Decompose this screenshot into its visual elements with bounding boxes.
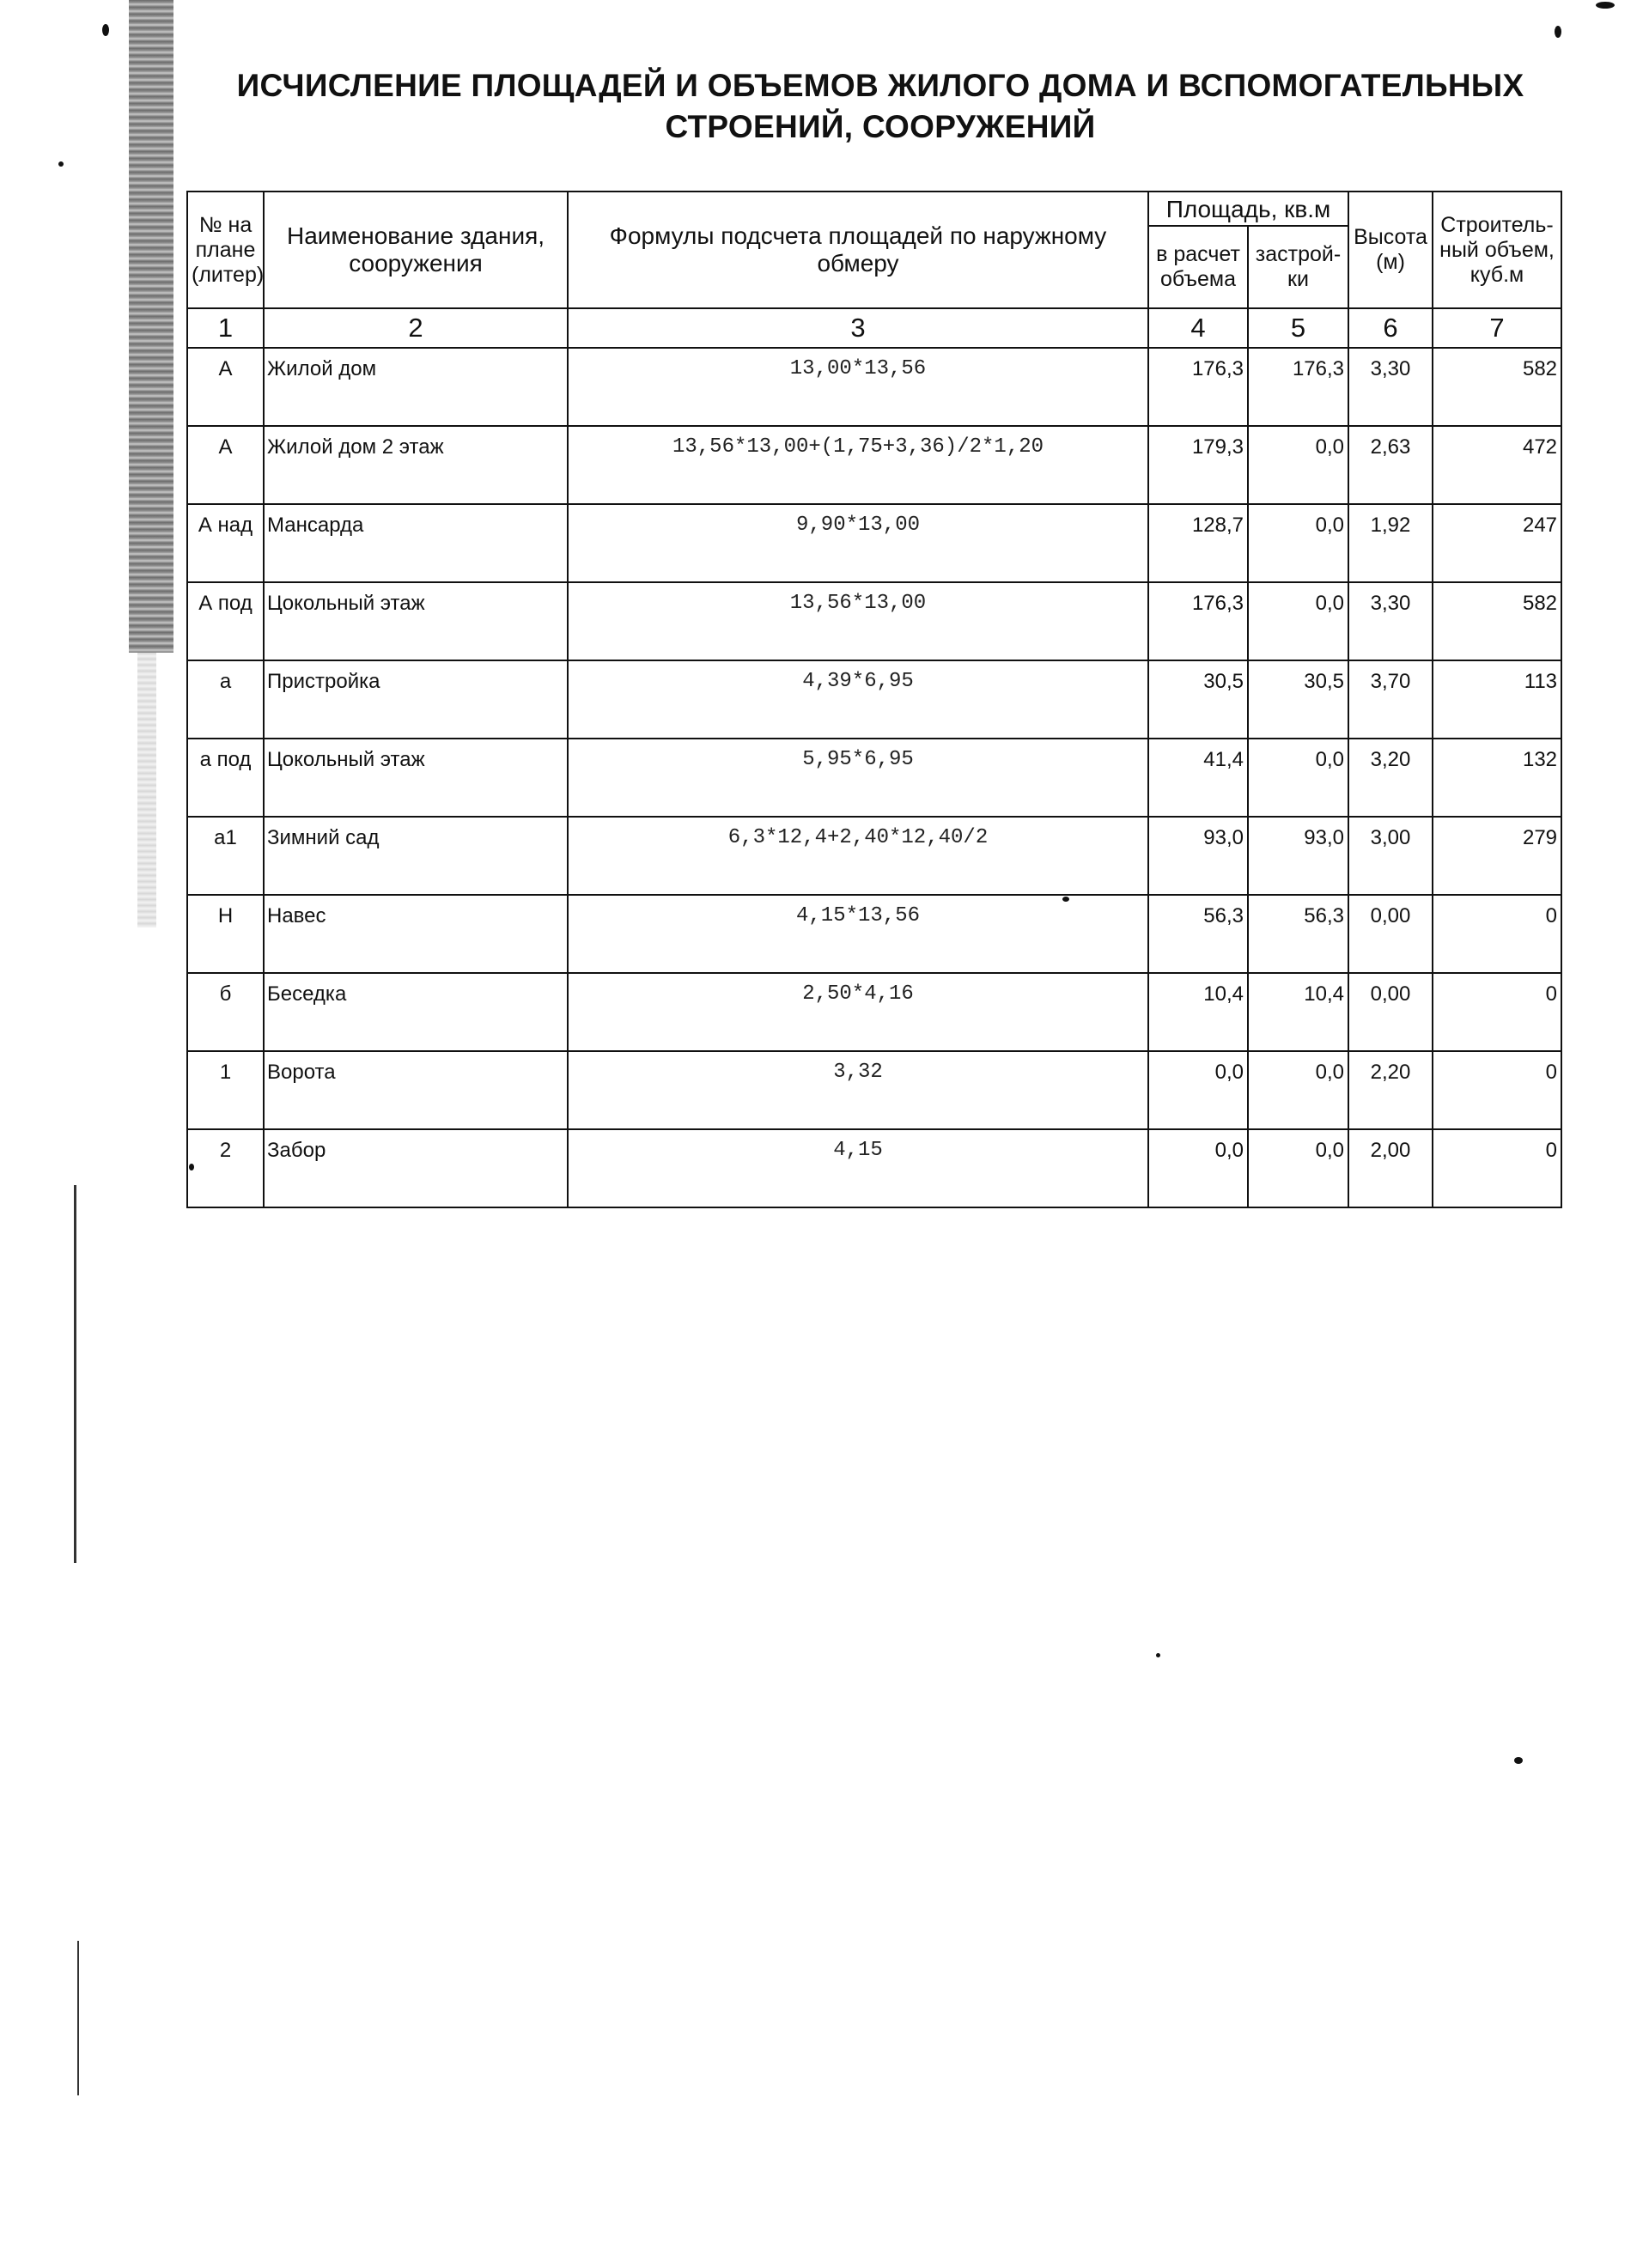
cell-name: Забор	[264, 1129, 568, 1207]
table-row	[187, 973, 1561, 1051]
cell-area-built: 0,0	[1248, 504, 1348, 582]
cell-area-built: 10,4	[1248, 973, 1348, 1051]
cell-volume: 247	[1433, 504, 1561, 582]
header-formula: Формулы подсчета площадей по наружному обмеру	[568, 192, 1148, 308]
cell-litera: а	[187, 660, 264, 739]
table-row	[187, 817, 1561, 895]
cell-area-volume: 128,7	[1148, 504, 1248, 582]
table-row	[187, 895, 1561, 973]
cell-height: 2,00	[1348, 1129, 1433, 1207]
cell-litera: А под	[187, 582, 264, 660]
scan-artifact-line	[74, 1185, 76, 1563]
cell-name: Зимний сад	[264, 817, 568, 895]
cell-formula: 6,3*12,4+2,40*12,40/2	[568, 817, 1148, 895]
cell-name: Мансарда	[264, 504, 568, 582]
cell-volume: 113	[1433, 660, 1561, 739]
cell-height: 0,00	[1348, 895, 1433, 973]
cell-volume: 279	[1433, 817, 1561, 895]
cell-formula: 13,56*13,00	[568, 582, 1148, 660]
cell-litera: 1	[187, 1051, 264, 1129]
header-height: Высота (м)	[1348, 192, 1433, 308]
scan-speck	[1514, 1757, 1523, 1764]
scan-shadow	[129, 0, 173, 653]
cell-area-built: 0,0	[1248, 426, 1348, 504]
cell-height: 3,70	[1348, 660, 1433, 739]
cell-formula: 3,32	[568, 1051, 1148, 1129]
column-number: 6	[1348, 308, 1433, 348]
header-name: Наименование здания, сооружения	[264, 192, 568, 308]
scan-speck	[58, 161, 64, 167]
cell-area-volume: 93,0	[1148, 817, 1248, 895]
cell-volume: 0	[1433, 973, 1561, 1051]
scan-speck	[1555, 26, 1561, 38]
cell-area-volume: 0,0	[1148, 1129, 1248, 1207]
cell-area-built: 176,3	[1248, 348, 1348, 426]
cell-area-built: 93,0	[1248, 817, 1348, 895]
cell-litera: А	[187, 426, 264, 504]
column-number: 4	[1148, 308, 1248, 348]
page-title: ИСЧИСЛЕНИЕ ПЛОЩАДЕЙ И ОБЪЕМОВ ЖИЛОГО ДОМА И ВСПОМОГАТЕЛЬНЫХ СТРОЕНИЙ, СООРУЖЕНИЙ	[236, 68, 1524, 144]
cell-area-built: 0,0	[1248, 1129, 1348, 1207]
cell-height: 2,20	[1348, 1051, 1433, 1129]
cell-height: 3,00	[1348, 817, 1433, 895]
scan-speck	[102, 24, 109, 36]
cell-area-volume: 41,4	[1148, 739, 1248, 817]
cell-formula: 5,95*6,95	[568, 739, 1148, 817]
cell-area-volume: 176,3	[1148, 348, 1248, 426]
table-row	[187, 582, 1561, 660]
header-area-volume: в расчет объема	[1148, 226, 1248, 308]
cell-litera: 2	[187, 1129, 264, 1207]
table-row	[187, 1129, 1561, 1207]
header-litera: № на плане (литер)	[187, 192, 264, 308]
cell-volume: 582	[1433, 348, 1561, 426]
cell-area-built: 56,3	[1248, 895, 1348, 973]
scan-speck	[1596, 2, 1615, 9]
cell-area-volume: 179,3	[1148, 426, 1248, 504]
header-area-group: Площадь, кв.м	[1148, 192, 1348, 226]
cell-name: Жилой дом	[264, 348, 568, 426]
cell-height: 3,20	[1348, 739, 1433, 817]
cell-height: 3,30	[1348, 348, 1433, 426]
column-number: 3	[568, 308, 1148, 348]
cell-formula: 4,39*6,95	[568, 660, 1148, 739]
scan-speck	[1156, 1653, 1160, 1657]
cell-area-volume: 56,3	[1148, 895, 1248, 973]
cell-name: Беседка	[264, 973, 568, 1051]
cell-area-built: 0,0	[1248, 1051, 1348, 1129]
cell-name: Пристройка	[264, 660, 568, 739]
table-row	[187, 660, 1561, 739]
cell-formula: 13,56*13,00+(1,75+3,36)/2*1,20	[568, 426, 1148, 504]
cell-litera: а1	[187, 817, 264, 895]
cell-height: 0,00	[1348, 973, 1433, 1051]
cell-litera: б	[187, 973, 264, 1051]
cell-area-built: 0,0	[1248, 582, 1348, 660]
cell-volume: 0	[1433, 895, 1561, 973]
cell-name: Навес	[264, 895, 568, 973]
cell-litera: Н	[187, 895, 264, 973]
cell-formula: 2,50*4,16	[568, 973, 1148, 1051]
cell-height: 2,63	[1348, 426, 1433, 504]
table-row	[187, 1051, 1561, 1129]
cell-name: Жилой дом 2 этаж	[264, 426, 568, 504]
cell-volume: 0	[1433, 1051, 1561, 1129]
cell-formula: 4,15*13,56	[568, 895, 1148, 973]
table-row	[187, 426, 1561, 504]
cell-area-volume: 30,5	[1148, 660, 1248, 739]
column-number: 1	[187, 308, 264, 348]
cell-height: 3,30	[1348, 582, 1433, 660]
column-number: 5	[1248, 308, 1348, 348]
cell-height: 1,92	[1348, 504, 1433, 582]
cell-area-volume: 0,0	[1148, 1051, 1248, 1129]
cell-area-built: 30,5	[1248, 660, 1348, 739]
area-volume-table	[186, 191, 1562, 1208]
cell-formula: 9,90*13,00	[568, 504, 1148, 582]
table-row	[187, 504, 1561, 582]
cell-litera: А над	[187, 504, 264, 582]
scan-artifact-line	[77, 1941, 79, 2095]
cell-area-volume: 10,4	[1148, 973, 1248, 1051]
header-volume: Строитель-ный объем, куб.м	[1433, 192, 1561, 308]
scan-shadow-lower	[137, 653, 156, 927]
column-number: 7	[1433, 308, 1561, 348]
cell-name: Цокольный этаж	[264, 582, 568, 660]
cell-litera: а под	[187, 739, 264, 817]
table-row	[187, 348, 1561, 426]
cell-formula: 13,00*13,56	[568, 348, 1148, 426]
table-row	[187, 739, 1561, 817]
header-area-built: застрой-ки	[1248, 226, 1348, 308]
cell-volume: 472	[1433, 426, 1561, 504]
cell-volume: 582	[1433, 582, 1561, 660]
cell-volume: 0	[1433, 1129, 1561, 1207]
cell-litera: А	[187, 348, 264, 426]
cell-formula: 4,15	[568, 1129, 1148, 1207]
cell-name: Ворота	[264, 1051, 568, 1129]
cell-volume: 132	[1433, 739, 1561, 817]
cell-area-built: 0,0	[1248, 739, 1348, 817]
column-number: 2	[264, 308, 568, 348]
cell-name: Цокольный этаж	[264, 739, 568, 817]
cell-area-volume: 176,3	[1148, 582, 1248, 660]
